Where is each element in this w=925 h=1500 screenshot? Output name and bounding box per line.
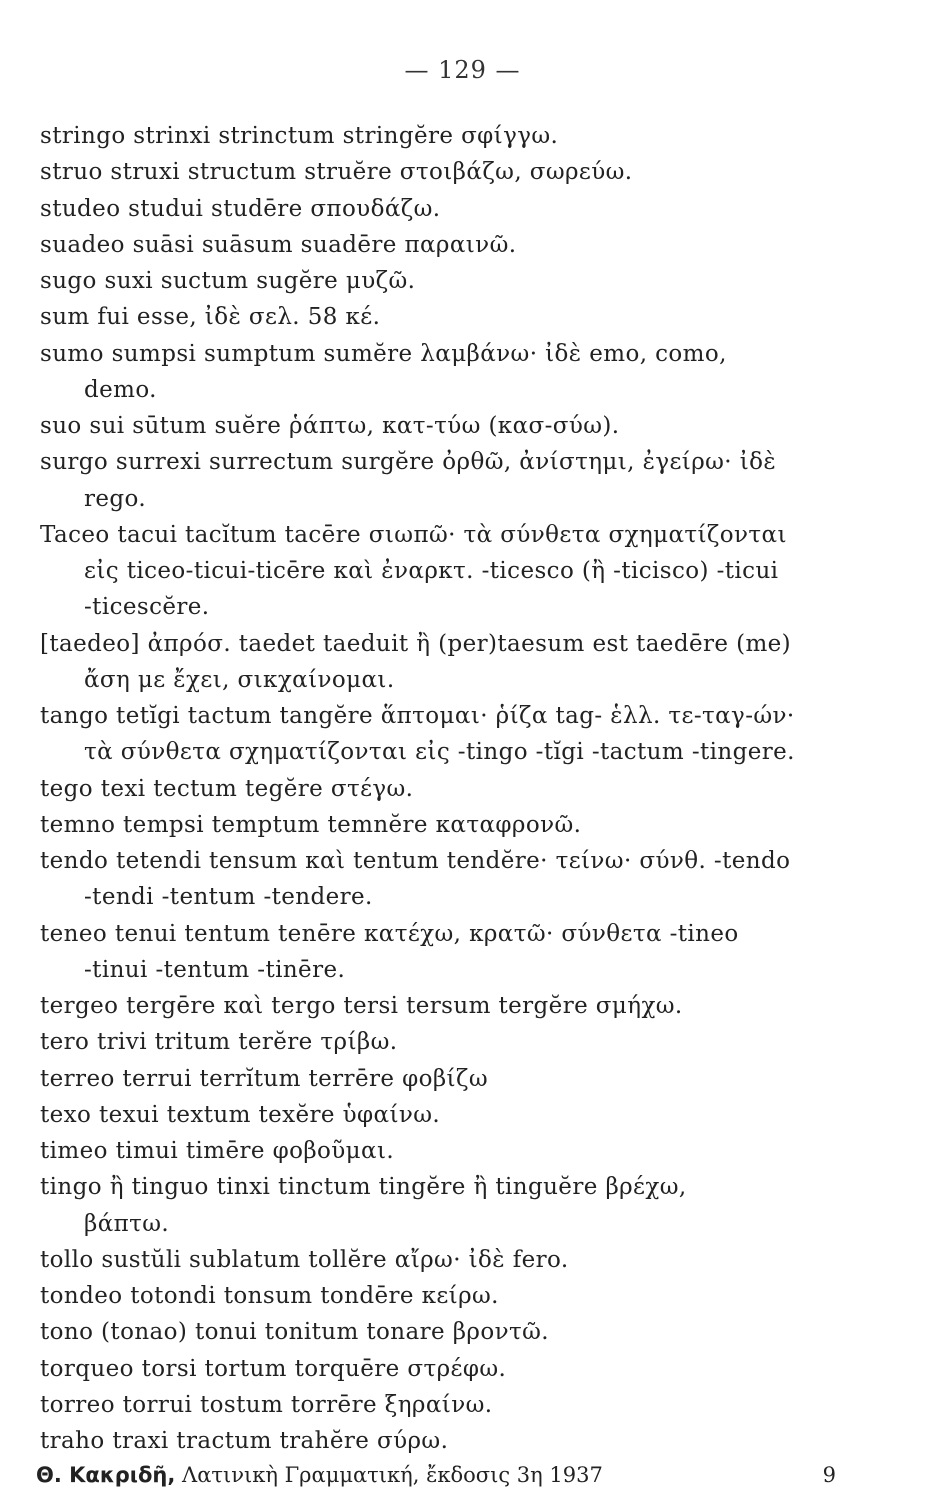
verb-entry-line: sumo sumpsi sumptum sumĕre λαμβάνω· ἰδὲ emo, como, [40, 340, 727, 367]
entry-continuation-line: rego. [84, 485, 147, 512]
verb-entry-line: sum fui esse, ἰδὲ σελ. 58 κέ. [40, 304, 381, 331]
verb-entry-line: teneo tenui tentum tenēre κατέχω, κρατῶ· σύνθετα -tineo [40, 920, 739, 947]
entry-continuation-line: -ticescĕre. [84, 594, 210, 621]
verb-entry-line: suadeo suāsi suāsum suadēre παραινῶ. [40, 231, 517, 258]
entry-continuation-line: τὰ σύνθετα σχηματίζονται εἰς -tingo -tĭgi -tactum -tingere. [84, 739, 795, 766]
verb-entry-line: tingo ἢ tinguo tinxi tinctum tingĕre ἢ tinguĕre βρέχω, [40, 1174, 687, 1201]
verb-entry-line: traho traxi tractum trahĕre σύρω. [40, 1428, 449, 1454]
verb-entry-line: tendo tetendi tensum καὶ tentum tendĕre· τείνω· σύνθ. -tendo [40, 848, 791, 874]
entry-continuation-line: demo. [84, 376, 157, 403]
verb-entry-line: struo struxi structum struĕre στοιβάζω, σωρεύω. [40, 159, 633, 186]
verb-entry-line: tollo sustŭli sublatum tollĕre αἴρω· ἰδὲ fero. [40, 1246, 569, 1273]
verb-entry-line: texo texui textum texĕre ὑφαίνω. [40, 1101, 441, 1128]
verb-entry-line: tero trivi tritum terĕre τρίβω. [40, 1029, 398, 1056]
verb-list [40, 118, 890, 1459]
verb-entry-line: tergeo tergēre καὶ tergo tersi tersum tergĕre σμήχω. [40, 993, 683, 1019]
verb-entry-line: suo sui sūtum suĕre ῥάπτω, κατ-τύω (κασ-σύω). [40, 413, 620, 439]
verb-entry-line: timeo timui timēre φοβοῦμαι. [40, 1138, 395, 1164]
entry-continuation-line: -tinui -tentum -tinēre. [84, 956, 346, 983]
verb-entry-line: Taceo tacui tacĭtum tacēre σιωπῶ· τὰ σύνθετα σχηματίζονται [40, 521, 787, 548]
verb-entry-line: sugo suxi suctum sugĕre μυζῶ. [40, 268, 416, 294]
entry-continuation-line: εἰς ticeo-ticui-ticēre καὶ ἐναρκτ. -ticesco (ἢ -ticisco) -ticui [84, 558, 779, 584]
verb-entry-line: surgo surrexi surrectum surgĕre ὀρθῶ, ἀνίστημι, ἐγείρω· ἰδὲ [40, 449, 777, 476]
verb-entry-line: stringo strinxi strinctum stringĕre σφίγγω. [40, 123, 559, 149]
verb-entry-line: tondeo totondi tonsum tondēre κείρω. [40, 1283, 499, 1309]
verb-entry-line: tego texi tectum tegĕre στέγω. [40, 775, 414, 802]
verb-entry-line: torqueo torsi tortum torquēre στρέφω. [40, 1355, 507, 1382]
footer-signature-line [36, 1460, 866, 1490]
footer-author: Θ. Κακριδῆ, [36, 1463, 176, 1487]
verb-entry-line: tango tetĭgi tactum tangĕre ἅπτομαι· ῥίζα tag- ἑλλ. τε-ταγ-ών· [40, 703, 795, 729]
verb-entry-line: torreo torrui tostum torrēre ξηραίνω. [40, 1391, 493, 1418]
footer-signature-mark: 9 [822, 1463, 836, 1487]
entry-continuation-line: ἄση με ἔχει, σικχαίνομαι. [84, 666, 395, 693]
entry-continuation-line: βάπτω. [84, 1210, 170, 1237]
page-number: — 129 — [404, 56, 521, 84]
footer-title: Λατινικὴ Γραμματική, ἔκδοσις 3η 1937 [182, 1463, 603, 1487]
verb-entry-line: studeo studui studēre σπουδάζω. [40, 195, 441, 222]
verb-entry-line: temno tempsi temptum temnĕre καταφρονῶ. [40, 811, 582, 838]
verb-entry-line: tono (tonao) tonui tonitum tonare βροντῶ. [40, 1319, 549, 1346]
verb-entry-line: [taedeo] ἀπρόσ. taedet taeduit ἢ (per)taesum est taedēre (me) [40, 630, 792, 657]
verb-entry-line: terreo terrui terrĭtum terrēre φοβίζω [40, 1065, 488, 1092]
entry-continuation-line: -tendi -tentum -tendere. [84, 884, 373, 911]
